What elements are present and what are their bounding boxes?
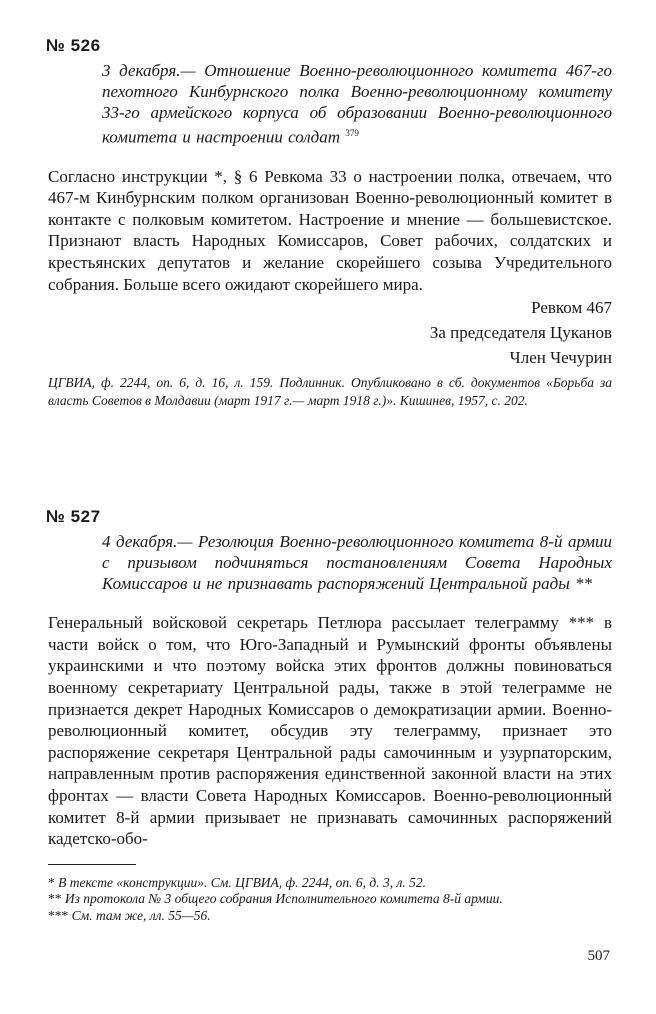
document-number-526: № 526 (46, 36, 101, 55)
document-527 (48, 507, 612, 850)
footnote-divider (48, 864, 136, 865)
footnote-3-text: См. там же, лл. 55—56. (71, 907, 211, 923)
footnote-2-text: Из протокола № 3 общего собрания Исполнительного комитета 8-й армии. (64, 891, 503, 907)
footnote-1-text: В тексте «конструкции». См. ЦГВИА, ф. 2244, оп. 6, д. 3, л. 52. (58, 874, 426, 890)
document-526-source: ЦГВИА, ф. 2244, оп. 6, д. 16, л. 159. Подлинник. Опубликовано в сб. документов «Борьба за власть Советов в Молдавии (март 1917 г.— март 1918 г.)». Кишинев, 1957, с. 202. (48, 375, 612, 408)
document-526-heading-note: 379 (345, 128, 359, 138)
footnote-3-mark: *** (48, 907, 69, 923)
signature-member: Член Чечурин (509, 348, 612, 368)
footnote-3 (48, 908, 612, 925)
footnote-2 (48, 891, 612, 908)
signature-revkom: Ревком 467 (531, 298, 612, 318)
footnote-2-mark: ** (48, 891, 62, 907)
document-number-527: № 527 (46, 507, 101, 527)
document-526 (48, 36, 612, 409)
footnote-1 (48, 875, 612, 892)
document-526-heading-text: 3 декабря.— Отношение Военно-революционного комитета 467-го пехотного Кинбурнского полка Военно-революционному комитету 33-го армейского корпуса об образовании Военно-революционного комитета и настроении солдат (102, 61, 612, 147)
document-527-heading: 4 декабря.— Резолюция Военно-революционного комитета 8-й армии с призывом подчиняться постановлениям Совета Народных Комиссаров и не признавать распоряжений Центральной рады ** (102, 532, 612, 594)
document-526-body: Согласно инструкции *, § 6 Ревкома 33 о настроении полка, отвечаем, что 467-м Кинбурнским полком организован Военно-революционный комитет в контакте с полковым комитетом. Настроение и мнение — большевистское. Признают власть Народных Комиссаров, Совет рабочих, солдатских и крестьянских депутатов и желание скорейшего созыва Учредительного собрания. Больше всего ожидают скорейшего мира. (48, 166, 612, 294)
page-number: 507 (587, 948, 610, 964)
signature-chairman: За председателя Цуканов (429, 323, 612, 343)
document-526-heading (102, 60, 612, 148)
document-page (48, 36, 612, 924)
footnote-1-mark: * (48, 874, 55, 890)
document-527-body: Генеральный войсковой секретарь Петлюра рассылает телеграмму *** в части войск о том, что Юго-Западный и Румынский фронты объявлены украинскими и что поэтому войска этих фронтов должны повиноваться военному секретариату Центральной рады, также в этой телеграмме не признается декрет Народных Комиссаров о демократизации армии. Военно-революционный комитет, обсудив эту телеграмму, признает это распоряжение секретаря Центральной рады самочинным и узурпаторским, направленным против распоряжения единственной законной власти на этих фронтах — власти Совета Народных Комиссаров. Военно-революционный комитет 8-й армии призывает не признавать самочинных распоряжений кадетско-обо- (48, 613, 612, 849)
